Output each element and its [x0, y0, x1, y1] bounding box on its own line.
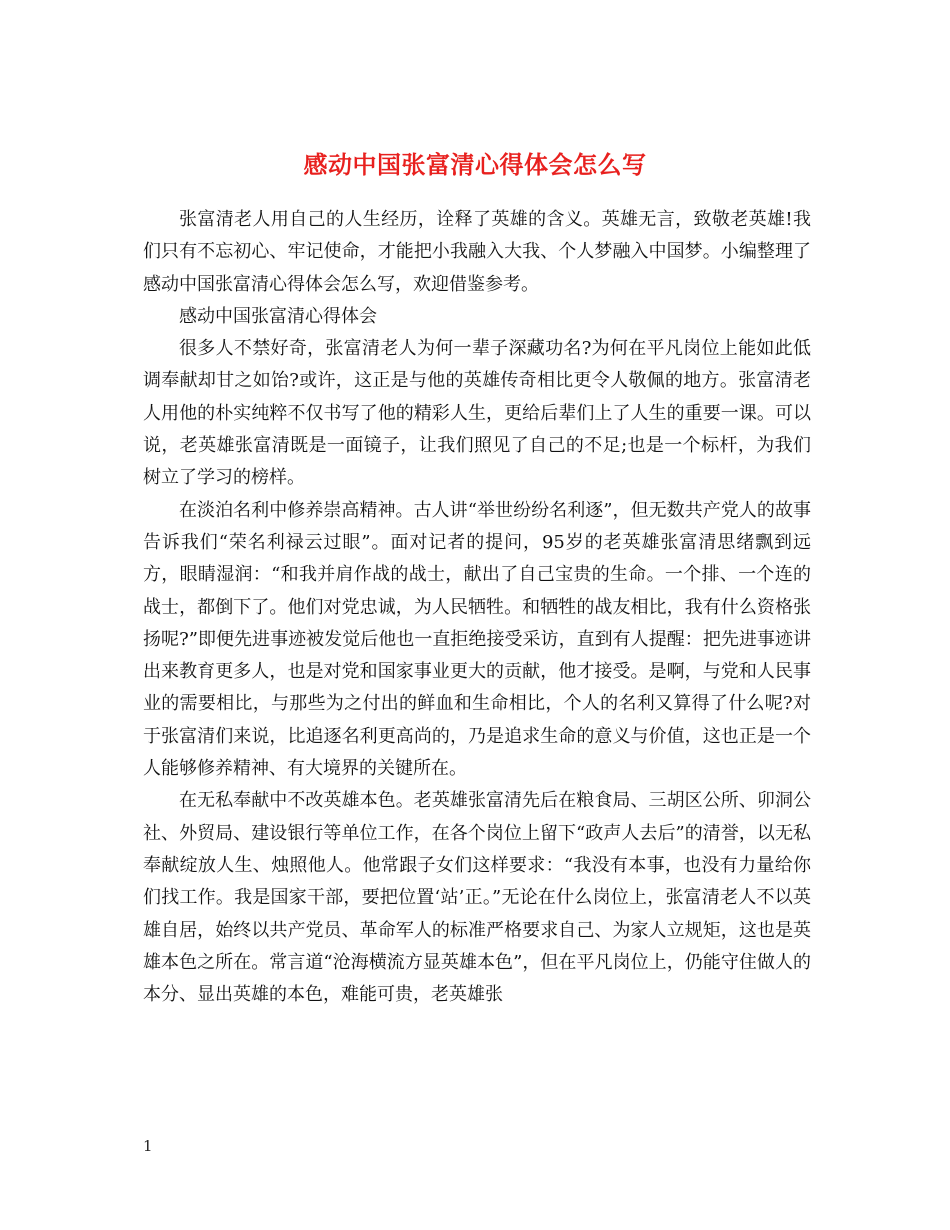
paragraph-subheading: 感动中国张富清心得体会 [179, 305, 377, 327]
paragraph-body: 在淡泊名利中修养崇高精神。古人讲“举世纷纷名利逐”，但无数共产党人的故事告诉我们“荣名利禄云过眼”。面对记者的提问，95岁的老英雄张富清思绪飘到远方，眼睛湿润：“和我并肩作战的战士，献出了自己宝贵的生命。一个排、一个连的战士，都倒下了。他们对党忠诚，为人民牺牲。和牺牲的战友相比，我有什么资格张扬呢?”即便先进事迹被发觉后他也一直拒绝接受采访，直到有人提醒：把先进事迹讲出来教育更多人，也是对党和国家事业更大的贡献，他才接受。是啊，与党和人民事业的需要相比，与那些为之付出的鲜血和生命相比，个人的名利又算得了什么呢?对于张富清们来说，比追逐名利更高尚的，乃是追求生命的意义与价值，这也正是一个人能够修养精神、有大境界的关键所在。 [143, 499, 811, 780]
document-body [143, 204, 811, 1011]
paragraph-body: 很多人不禁好奇，张富清老人为何一辈子深藏功名?为何在平凡岗位上能如此低调奉献却甘之如饴?或许，这正是与他的英雄传奇相比更令人敬佩的地方。张富清老人用他的朴实纯粹不仅书写了他的精彩人生，更给后辈们上了人生的重要一课。可以说，老英雄张富清既是一面镜子，让我们照见了自己的不足;也是一个标杆，为我们树立了学习的榜样。 [143, 338, 811, 489]
paragraph-intro: 张富清老人用自己的人生经历，诠释了英雄的含义。英雄无言，致敬老英雄!我们只有不忘初心、牢记使命，才能把小我融入大我、个人梦融入中国梦。小编整理了感动中国张富清心得体会怎么写，欢迎借鉴参考。 [143, 209, 811, 295]
document-title: 感动中国张富清心得体会怎么写 [303, 150, 647, 180]
paragraph-body: 在无私奉献中不改英雄本色。老英雄张富清先后在粮食局、三胡区公所、卯洞公社、外贸局、建设银行等单位工作，在各个岗位上留下“政声人去后”的清誉，以无私奉献绽放人生、烛照他人。他常跟子女们这样要求：“我没有本事，也没有力量给你们找工作。我是国家干部，要把位置‘站’正。”无论在什么岗位上，张富清老人不以英雄自居，始终以共产党员、革命军人的标准严格要求自己、为家人立规矩，这也是英雄本色之所在。常言道“沧海横流方显英雄本色”，但在平凡岗位上，仍能守住做人的本分、显出英雄的本色，难能可贵，老英雄张 [143, 790, 811, 1006]
page-number: 1 [143, 1137, 153, 1155]
